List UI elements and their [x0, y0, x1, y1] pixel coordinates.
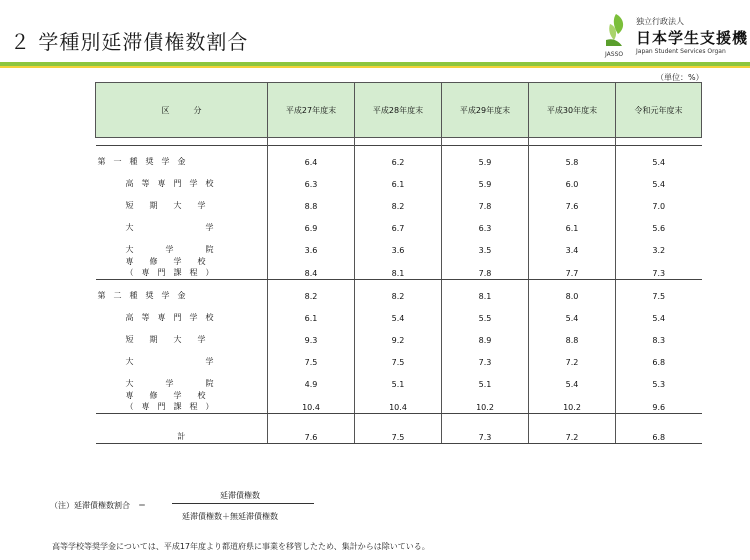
cell: 6.8 — [616, 421, 702, 444]
cell: 8.1 — [355, 256, 442, 280]
cell: 5.4 — [355, 302, 442, 324]
row-label-line2: （ 専 門 課 程 ） — [125, 268, 214, 277]
note-formula-label: （注）延滞債権数割合 ＝ — [50, 501, 146, 510]
cell: 8.3 — [616, 324, 702, 346]
cell: 7.8 — [442, 190, 529, 212]
cell: 6.1 — [355, 168, 442, 190]
cell: 5.1 — [442, 368, 529, 390]
table-row — [96, 302, 702, 324]
cell: 7.6 — [268, 421, 355, 444]
cell: 6.0 — [529, 168, 616, 190]
cell: 7.2 — [529, 346, 616, 368]
table-row — [96, 280, 702, 303]
row-label: 第 二 種 奨 学 金 — [97, 291, 186, 300]
table-row — [96, 168, 702, 190]
cell: 5.9 — [442, 146, 529, 169]
cell: 7.5 — [355, 346, 442, 368]
cell: 10.4 — [355, 390, 442, 414]
column-header: 平成29年度末 — [442, 83, 529, 138]
header-category: 区 分 — [96, 83, 268, 138]
table-row — [96, 324, 702, 346]
column-header: 令和元年度末 — [616, 83, 702, 138]
cell: 3.6 — [355, 234, 442, 256]
cell: 8.2 — [355, 280, 442, 303]
table-header-row — [96, 83, 702, 138]
cell: 8.4 — [268, 256, 355, 280]
logo-name: 日本学生支援機 — [636, 29, 749, 47]
logo-org-type: 独立行政法人 — [636, 17, 684, 26]
page-title: ２ 学種別延滞債権数割合 — [10, 30, 249, 54]
cell: 3.4 — [529, 234, 616, 256]
cell: 8.8 — [268, 190, 355, 212]
total-row — [96, 421, 702, 444]
total-label: 計 — [96, 421, 268, 444]
cell: 6.8 — [616, 346, 702, 368]
delinquency-table — [95, 82, 702, 444]
table-row — [96, 212, 702, 234]
formula-fraction-line — [172, 503, 314, 504]
leaf-logo-icon — [604, 10, 628, 50]
cell: 7.3 — [442, 421, 529, 444]
unit-label: （単位：%） — [656, 73, 704, 82]
row-label-line1: 専 修 学 校 — [125, 391, 206, 400]
cell: 5.9 — [442, 168, 529, 190]
table-row — [96, 390, 702, 414]
formula-denominator: 延滞債権数＋無延滞債権数 — [182, 512, 278, 521]
cell: 5.3 — [616, 368, 702, 390]
cell: 3.6 — [268, 234, 355, 256]
cell: 6.4 — [268, 146, 355, 169]
row-label: 大 学 院 — [125, 245, 214, 254]
table-row — [96, 256, 702, 280]
row-label: 第 一 種 奨 学 金 — [96, 146, 268, 169]
cell: 5.5 — [442, 302, 529, 324]
logo-english: Japan Student Services Organ — [636, 48, 726, 55]
row-label: 短 期 大 学 — [125, 201, 206, 210]
cell: 6.2 — [355, 146, 442, 169]
cell: 7.5 — [355, 421, 442, 444]
cell: 8.2 — [355, 190, 442, 212]
cell: 6.1 — [268, 302, 355, 324]
cell: 5.6 — [616, 212, 702, 234]
cell: 9.6 — [616, 390, 702, 414]
row-label: 短 期 大 学 — [125, 335, 206, 344]
table-row — [96, 368, 702, 390]
row-label-line2: （ 専 門 課 程 ） — [125, 402, 214, 411]
cell: 7.8 — [442, 256, 529, 280]
cell: 5.4 — [616, 302, 702, 324]
table-row — [96, 190, 702, 212]
column-header: 平成27年度末 — [268, 83, 355, 138]
cell: 4.9 — [268, 368, 355, 390]
jasso-logo — [604, 8, 750, 60]
cell: 8.1 — [442, 280, 529, 303]
cell: 7.3 — [442, 346, 529, 368]
cell: 9.2 — [355, 324, 442, 346]
cell: 3.5 — [442, 234, 529, 256]
cell: 7.5 — [616, 280, 702, 303]
cell: 8.8 — [529, 324, 616, 346]
cell: 7.2 — [529, 421, 616, 444]
cell: 6.9 — [268, 212, 355, 234]
cell: 6.3 — [442, 212, 529, 234]
cell: 5.8 — [529, 146, 616, 169]
row-label: 大 学 院 — [125, 379, 214, 388]
row-label — [96, 390, 268, 414]
cell: 5.1 — [355, 368, 442, 390]
cell: 7.7 — [529, 256, 616, 280]
cell: 8.0 — [529, 280, 616, 303]
cell: 7.5 — [268, 346, 355, 368]
row-label: 高 等 専 門 学 校 — [125, 179, 214, 188]
cell: 3.2 — [616, 234, 702, 256]
logo-brand: JASSO — [605, 51, 624, 58]
cell: 7.3 — [616, 256, 702, 280]
cell: 6.7 — [355, 212, 442, 234]
column-header: 平成30年度末 — [529, 83, 616, 138]
cell: 10.2 — [529, 390, 616, 414]
footnote: 高等学校等奨学金については、平成17年度より都道府県に事業を移管したため、集計からは除いている。 — [52, 542, 430, 551]
cell: 8.2 — [268, 280, 355, 303]
column-header: 平成28年度末 — [355, 83, 442, 138]
cell: 5.4 — [616, 146, 702, 169]
row-label: 大 学 — [125, 357, 214, 366]
cell: 6.3 — [268, 168, 355, 190]
cell: 10.2 — [442, 390, 529, 414]
cell: 5.4 — [529, 302, 616, 324]
row-label: 高 等 専 門 学 校 — [125, 313, 214, 322]
table-row — [96, 146, 702, 169]
header-divider-yellow — [0, 66, 750, 68]
page-header — [0, 0, 750, 62]
cell: 9.3 — [268, 324, 355, 346]
cell: 5.4 — [616, 168, 702, 190]
row-label — [96, 256, 268, 280]
formula-numerator: 延滞債権数 — [220, 491, 260, 500]
cell: 7.6 — [529, 190, 616, 212]
cell: 8.9 — [442, 324, 529, 346]
table-row — [96, 234, 702, 256]
table-row — [96, 346, 702, 368]
cell: 7.0 — [616, 190, 702, 212]
cell: 6.1 — [529, 212, 616, 234]
cell: 10.4 — [268, 390, 355, 414]
cell: 5.4 — [529, 368, 616, 390]
row-label-line1: 専 修 学 校 — [125, 257, 206, 266]
row-label: 大 学 — [125, 223, 214, 232]
